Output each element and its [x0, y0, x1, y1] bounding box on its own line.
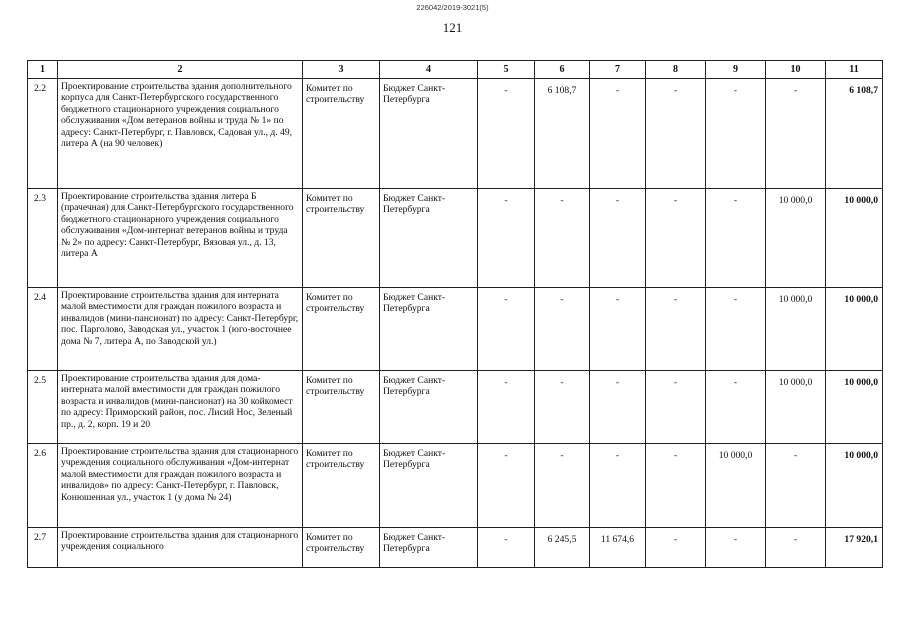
- table-row: [28, 288, 883, 371]
- row-col5: -: [478, 528, 535, 568]
- row-col9: -: [706, 79, 766, 189]
- header-cell: 9: [706, 61, 766, 79]
- header-cell: 2: [58, 61, 303, 79]
- row-col8: -: [646, 371, 706, 444]
- row-number: 2.3: [28, 189, 58, 288]
- row-col9: -: [706, 371, 766, 444]
- row-col7: -: [590, 444, 646, 528]
- header-cell: 10: [766, 61, 826, 79]
- row-col7: -: [590, 371, 646, 444]
- row-executor: Комитет по строительству: [303, 528, 380, 568]
- row-total: 6 108,7: [826, 79, 883, 189]
- row-col7: -: [590, 79, 646, 189]
- row-number: 2.6: [28, 444, 58, 528]
- row-executor: Комитет по строительству: [303, 288, 380, 371]
- table-row: [28, 79, 883, 189]
- row-col10: 10 000,0: [766, 189, 826, 288]
- row-col9: 10 000,0: [706, 444, 766, 528]
- row-col9: -: [706, 528, 766, 568]
- row-source: Бюджет Санкт-Петербурга: [380, 371, 478, 444]
- row-col7: -: [590, 189, 646, 288]
- row-number: 2.2: [28, 79, 58, 189]
- row-number: 2.4: [28, 288, 58, 371]
- header-cell: 5: [478, 61, 535, 79]
- table-row: [28, 189, 883, 288]
- row-total: 10 000,0: [826, 189, 883, 288]
- row-col10: 10 000,0: [766, 371, 826, 444]
- row-col6: 6 245,5: [535, 528, 590, 568]
- row-source: Бюджет Санкт-Петербурга: [380, 528, 478, 568]
- header-cell: 6: [535, 61, 590, 79]
- header-cell: 4: [380, 61, 478, 79]
- document-number: 226042/2019-3021(5): [416, 3, 489, 12]
- row-source: Бюджет Санкт-Петербурга: [380, 444, 478, 528]
- row-executor: Комитет по строительству: [303, 79, 380, 189]
- row-col10: 10 000,0: [766, 288, 826, 371]
- row-col6: -: [535, 189, 590, 288]
- header-cell: 8: [646, 61, 706, 79]
- header-cell: 1: [28, 61, 58, 79]
- row-total: 10 000,0: [826, 288, 883, 371]
- row-col7: -: [590, 288, 646, 371]
- page-number: 121: [442, 20, 463, 35]
- row-col8: -: [646, 79, 706, 189]
- row-col5: -: [478, 444, 535, 528]
- row-col5: -: [478, 189, 535, 288]
- row-total: 17 920,1: [826, 528, 883, 568]
- row-total: 10 000,0: [826, 444, 883, 528]
- row-description: Проектирование строительства здания для стационарного учреждения социального обслуживания «Дом-интернат малой вместимости для граждан пожилого возраста и инвалидов» по адресу: Санкт-Петербург, г. Павловск, Конюшенная ул., участок 1 (у дома № 24): [58, 444, 303, 528]
- row-col9: -: [706, 288, 766, 371]
- row-col10: -: [766, 444, 826, 528]
- row-col8: -: [646, 444, 706, 528]
- row-col10: -: [766, 528, 826, 568]
- row-col7: 11 674,6: [590, 528, 646, 568]
- row-executor: Комитет по строительству: [303, 444, 380, 528]
- row-executor: Комитет по строительству: [303, 371, 380, 444]
- row-col8: -: [646, 288, 706, 371]
- row-col10: -: [766, 79, 826, 189]
- row-col8: -: [646, 189, 706, 288]
- row-source: Бюджет Санкт-Петербурга: [380, 189, 478, 288]
- row-description: Проектирование строительства здания для дома-интерната малой вместимости для граждан пожилого возраста и инвалидов (мини-пансионат) на 30 койкомест по адресу: Приморский район, пос. Лисий Нос, Зеленый пр., д. 2, корп. 19 и 20: [58, 371, 303, 444]
- table-row: [28, 444, 883, 528]
- row-number: 2.5: [28, 371, 58, 444]
- row-executor: Комитет по строительству: [303, 189, 380, 288]
- row-col5: -: [478, 371, 535, 444]
- table-row: [28, 371, 883, 444]
- row-description: Проектирование строительства здания для интерната малой вместимости для граждан пожилого возраста и инвалидов (мини-пансионат) по адресу: Санкт-Петербург, пос. Парголово, Заводская ул., участок 1 (юго-восточнее дома № 7, литера А, по Заводской ул.): [58, 288, 303, 371]
- row-col8: -: [646, 528, 706, 568]
- row-source: Бюджет Санкт-Петербурга: [380, 288, 478, 371]
- program-table: [27, 60, 883, 568]
- header-cell: 7: [590, 61, 646, 79]
- row-description: Проектирование строительства здания для стационарного учреждения социального: [58, 528, 303, 568]
- row-col6: 6 108,7: [535, 79, 590, 189]
- table-row: [28, 528, 883, 568]
- header-cell: 3: [303, 61, 380, 79]
- row-description: Проектирование строительства здания литера Б (прачечная) для Санкт-Петербургского государственного бюджетного стационарного учреждения социального обслуживания «Дом-интернат ветеранов войны и труда № 2» по адресу: Санкт-Петербург, Вязовая ул., д. 13, литера А: [58, 189, 303, 288]
- row-col6: -: [535, 371, 590, 444]
- header-row: [28, 61, 883, 79]
- row-col6: -: [535, 288, 590, 371]
- row-total: 10 000,0: [826, 371, 883, 444]
- row-col5: -: [478, 288, 535, 371]
- row-source: Бюджет Санкт-Петербурга: [380, 79, 478, 189]
- row-description: Проектирование строительства здания дополнительного корпуса для Санкт-Петербургского государственного бюджетного стационарного учреждения социального обслуживания «Дом ветеранов войны и труда № 1» по адресу: Санкт-Петербург, г. Павловск, Садовая ул., д. 49, литера А (на 90 человек): [58, 79, 303, 189]
- row-col9: -: [706, 189, 766, 288]
- row-col6: -: [535, 444, 590, 528]
- row-number: 2.7: [28, 528, 58, 568]
- row-col5: -: [478, 79, 535, 189]
- header-cell: 11: [826, 61, 883, 79]
